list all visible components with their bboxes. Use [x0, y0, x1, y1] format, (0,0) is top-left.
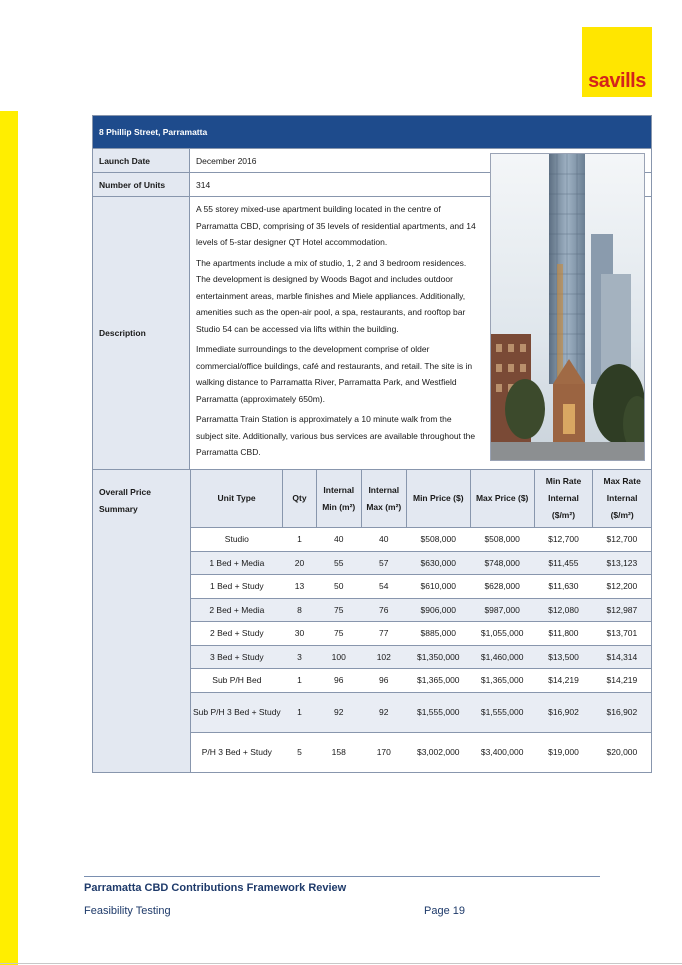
price-summary-label-line: Overall Price	[99, 487, 151, 497]
cell-internal-min: 40	[316, 528, 361, 552]
description-paragraph: Parramatta Train Station is approximately a 10 minute walk from the subject site. Additionally, various bus services are available throughout the Parramatta CBD.	[196, 414, 476, 457]
cell-internal-max: 76	[361, 598, 406, 622]
cell-min-price: $1,350,000	[406, 645, 470, 669]
cell-unit-type: 2 Bed + Media	[191, 598, 283, 622]
cell-min-rate: $12,080	[534, 598, 593, 622]
cell-min-rate: $12,700	[534, 528, 593, 552]
cell-max-rate: $12,200	[593, 575, 651, 599]
cell-unit-type: Sub P/H Bed	[191, 669, 283, 693]
cell-max-rate: $13,123	[593, 551, 651, 575]
cell-max-price: $3,400,000	[470, 732, 534, 772]
cell-internal-max: 170	[361, 732, 406, 772]
price-summary-table	[190, 470, 651, 772]
cell-qty: 1	[283, 692, 317, 732]
cell-min-price: $1,555,000	[406, 692, 470, 732]
header-internal-max: Internal Max (m²)	[361, 470, 406, 528]
building-photo	[490, 153, 645, 461]
cell-min-rate: $16,902	[534, 692, 593, 732]
table-title: 8 Phillip Street, Parramatta	[93, 116, 651, 148]
cell-internal-min: 50	[316, 575, 361, 599]
description-label: Description	[93, 197, 190, 469]
table-row	[191, 598, 652, 622]
cell-min-price: $3,002,000	[406, 732, 470, 772]
cell-min-price: $610,000	[406, 575, 470, 599]
cell-max-price: $508,000	[470, 528, 534, 552]
cell-internal-max: 77	[361, 622, 406, 646]
cell-max-rate: $12,987	[593, 598, 651, 622]
cell-max-price: $1,555,000	[470, 692, 534, 732]
units-value: 314	[196, 179, 211, 190]
header-internal-min: Internal Min (m²)	[316, 470, 361, 528]
cell-unit-type: 1 Bed + Study	[191, 575, 283, 599]
cell-min-rate: $14,219	[534, 669, 593, 693]
cell-min-price: $885,000	[406, 622, 470, 646]
cell-qty: 3	[283, 645, 317, 669]
footer-subtitle: Feasibility Testing	[84, 905, 171, 917]
cell-internal-min: 100	[316, 645, 361, 669]
cell-internal-min: 55	[316, 551, 361, 575]
cell-min-rate: $11,800	[534, 622, 593, 646]
price-summary-label-line: Summary	[99, 504, 138, 514]
header-min-price: Min Price ($)	[406, 470, 470, 528]
table-row	[191, 528, 652, 552]
cell-unit-type: Sub P/H 3 Bed + Study	[191, 692, 283, 732]
cell-max-rate: $14,314	[593, 645, 651, 669]
cell-qty: 8	[283, 598, 317, 622]
launch-date-label: Launch Date	[93, 149, 190, 172]
cell-internal-max: 57	[361, 551, 406, 575]
cell-qty: 1	[283, 669, 317, 693]
table-row	[191, 622, 652, 646]
cell-min-price: $630,000	[406, 551, 470, 575]
table-row	[191, 551, 652, 575]
cell-qty: 1	[283, 528, 317, 552]
cell-internal-min: 96	[316, 669, 361, 693]
cell-min-price: $1,365,000	[406, 669, 470, 693]
cell-min-rate: $11,630	[534, 575, 593, 599]
cell-max-price: $987,000	[470, 598, 534, 622]
cell-internal-max: 96	[361, 669, 406, 693]
cell-max-price: $1,365,000	[470, 669, 534, 693]
cell-max-price: $1,460,000	[470, 645, 534, 669]
units-label: Number of Units	[93, 173, 190, 196]
description-paragraph: Immediate surroundings to the development comprise of older commercial/office buildings, café and restaurants, and retail. The site is in walking distance to Parramatta River, Parramatta Park, and Westfield Parramatta (approximately 650m).	[196, 344, 473, 404]
table-row	[191, 669, 652, 693]
cell-max-price: $628,000	[470, 575, 534, 599]
description-text	[190, 197, 485, 469]
cell-min-price: $906,000	[406, 598, 470, 622]
price-summary-label	[93, 470, 190, 772]
description-paragraph: The apartments include a mix of studio, 1, 2 and 3 bedroom residences. The development is designed by Woods Bagot and includes outdoor entertainment areas, marble finishes and Miele appliances. Additionally, amenities such as the open-air pool, a spa, restaurants, and rooftop bar Studio 54 can be accessed via lifts within the building.	[196, 257, 467, 334]
cell-max-rate: $13,701	[593, 622, 651, 646]
cell-min-price: $508,000	[406, 528, 470, 552]
cell-unit-type: 1 Bed + Media	[191, 551, 283, 575]
cell-min-rate: $11,455	[534, 551, 593, 575]
yellow-side-bar	[0, 111, 18, 965]
cell-max-price: $748,000	[470, 551, 534, 575]
cell-unit-type: 2 Bed + Study	[191, 622, 283, 646]
footer-rule	[84, 876, 600, 877]
cell-min-rate: $13,500	[534, 645, 593, 669]
header-unit-type: Unit Type	[191, 470, 283, 528]
logo-text: savills	[588, 70, 646, 92]
launch-date-value: December 2016	[196, 155, 257, 166]
header-min-rate: Min Rate Internal ($/m²)	[534, 470, 593, 528]
cell-qty: 5	[283, 732, 317, 772]
cell-internal-max: 92	[361, 692, 406, 732]
cell-internal-max: 54	[361, 575, 406, 599]
table-row	[191, 645, 652, 669]
page-number: Page 19	[424, 905, 465, 917]
table-row	[191, 692, 652, 732]
header-qty: Qty	[283, 470, 317, 528]
cell-internal-min: 92	[316, 692, 361, 732]
price-summary-section	[93, 469, 651, 772]
header-max-price: Max Price ($)	[470, 470, 534, 528]
cell-max-rate: $20,000	[593, 732, 651, 772]
cell-internal-min: 75	[316, 598, 361, 622]
cell-max-rate: $16,902	[593, 692, 651, 732]
price-header-row	[191, 470, 652, 528]
cell-internal-min: 158	[316, 732, 361, 772]
cell-max-rate: $14,219	[593, 669, 651, 693]
savills-logo	[582, 27, 652, 97]
footer-title: Parramatta CBD Contributions Framework Review	[84, 882, 347, 894]
cell-internal-max: 40	[361, 528, 406, 552]
cell-max-rate: $12,700	[593, 528, 651, 552]
table-row	[191, 732, 652, 772]
cell-internal-max: 102	[361, 645, 406, 669]
cell-max-price: $1,055,000	[470, 622, 534, 646]
cell-unit-type: 3 Bed + Study	[191, 645, 283, 669]
description-paragraph: A 55 storey mixed-use apartment building located in the centre of Parramatta CBD, comprising of 35 levels of residential apartments, and 14 levels of 5-star designer QT Hotel accommodation.	[196, 204, 476, 247]
header-max-rate: Max Rate Internal ($/m²)	[593, 470, 651, 528]
cell-unit-type: P/H 3 Bed + Study	[191, 732, 283, 772]
cell-qty: 20	[283, 551, 317, 575]
cell-min-rate: $19,000	[534, 732, 593, 772]
cell-unit-type: Studio	[191, 528, 283, 552]
cell-internal-min: 75	[316, 622, 361, 646]
cell-qty: 30	[283, 622, 317, 646]
page-bottom-rule	[0, 963, 682, 964]
cell-qty: 13	[283, 575, 317, 599]
table-row	[191, 575, 652, 599]
